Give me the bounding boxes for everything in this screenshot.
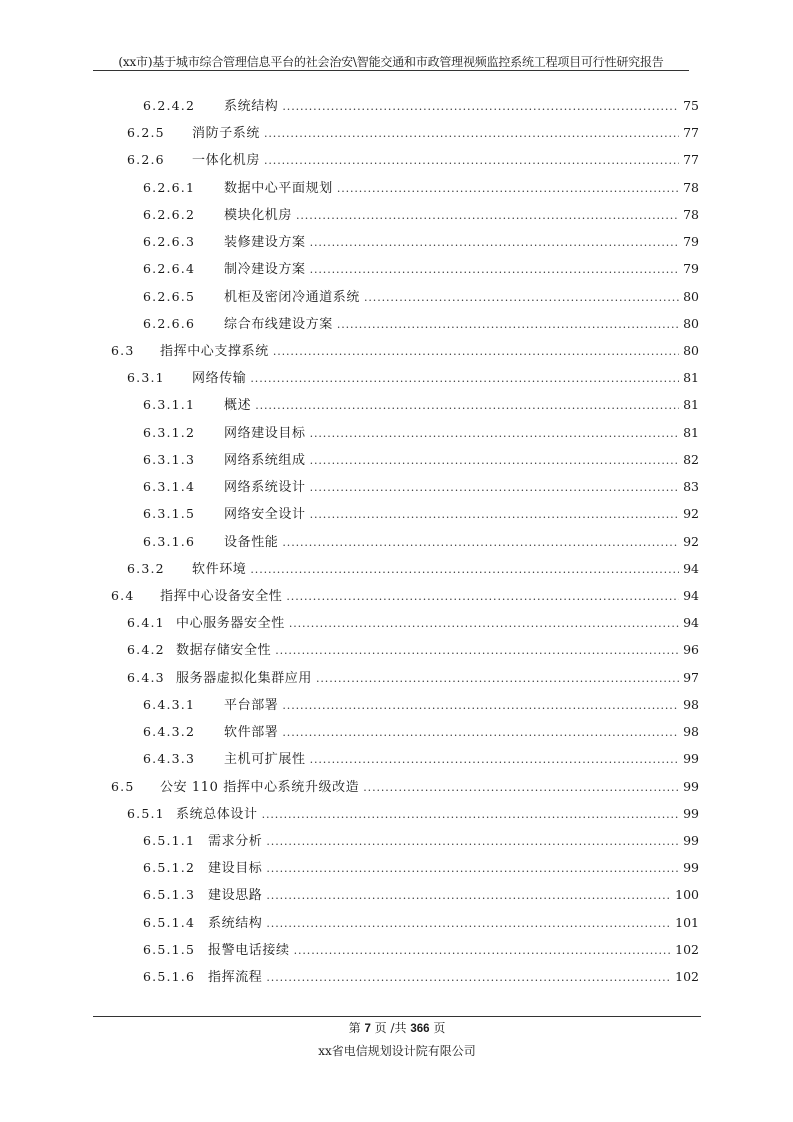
toc-entry-page: 77 — [683, 125, 699, 141]
toc-entry[interactable] — [143, 178, 699, 198]
toc-entry-title: 指挥中心设备安全性 — [160, 588, 283, 604]
toc-entry-leader — [310, 260, 679, 280]
toc-entry-leader — [337, 315, 679, 335]
toc-entry-page: 102 — [675, 941, 699, 957]
toc-entry[interactable] — [143, 450, 699, 470]
toc-entry-title: 主机可扩展性 — [224, 752, 306, 768]
toc-entry-number: 6.3.1.2 — [143, 424, 196, 440]
toc-entry-leader — [316, 669, 679, 689]
toc-entry-leader — [273, 342, 679, 362]
toc-entry[interactable] — [143, 96, 699, 116]
toc-entry-number: 6.2.6.3 — [143, 234, 196, 250]
toc-entry-number: 6.3.1.5 — [143, 506, 196, 522]
toc-entry-page: 102 — [675, 969, 699, 985]
toc-entry-leader — [255, 396, 679, 416]
toc-entry-number: 6.2.6.1 — [143, 179, 196, 195]
toc-entry-page: 97 — [683, 669, 699, 685]
toc-entry-page: 92 — [683, 506, 699, 522]
toc-entry-leader — [250, 560, 679, 580]
toc-entry-title: 综合布线建设方案 — [224, 316, 333, 332]
toc-entry-number: 6.3.1.3 — [143, 451, 196, 467]
toc-entry-title: 软件环境 — [192, 561, 247, 577]
toc-entry-page: 77 — [683, 152, 699, 168]
toc-entry-leader — [363, 778, 679, 798]
page-number-current: 7 — [364, 1023, 371, 1035]
toc-entry[interactable] — [127, 559, 699, 579]
toc-entry-page: 98 — [683, 696, 699, 712]
toc-entry-page: 83 — [683, 479, 699, 495]
toc-entry[interactable] — [127, 640, 699, 660]
toc-entry[interactable] — [111, 777, 699, 797]
toc-entry-number: 6.4.2 — [127, 642, 165, 658]
toc-entry[interactable] — [127, 368, 699, 388]
toc-entry-page: 80 — [683, 288, 699, 304]
toc-entry-page: 92 — [683, 533, 699, 549]
toc-entry[interactable] — [143, 858, 699, 878]
toc-entry-title: 系统结构 — [208, 915, 263, 931]
toc-entry[interactable] — [143, 259, 699, 279]
toc-entry-page: 81 — [683, 397, 699, 413]
toc-entry-title: 模块化机房 — [224, 207, 293, 223]
toc-entry-leader — [337, 179, 679, 199]
toc-entry-page: 79 — [683, 234, 699, 250]
toc-entry-title: 指挥流程 — [208, 970, 263, 986]
toc-entry-title: 服务器虚拟化集群应用 — [176, 670, 313, 686]
toc-entry-leader — [264, 151, 679, 171]
page-number-middle: 页 /共 — [374, 1021, 407, 1035]
toc-entry-leader — [364, 288, 679, 308]
toc-entry-title: 消防子系统 — [192, 126, 261, 142]
toc-entry-page: 94 — [683, 560, 699, 576]
toc-entry-page: 78 — [683, 206, 699, 222]
toc-entry[interactable] — [143, 940, 699, 960]
toc-entry-number: 6.4.3.2 — [143, 724, 196, 740]
toc-entry[interactable] — [143, 477, 699, 497]
toc-entry-title: 一体化机房 — [192, 153, 261, 169]
toc-entry[interactable] — [127, 150, 699, 170]
toc-entry-title: 指挥中心支撑系统 — [160, 343, 269, 359]
toc-entry[interactable] — [143, 287, 699, 307]
toc-entry-leader — [266, 886, 671, 906]
company-name: xx省电信规划设计院有限公司 — [318, 1044, 476, 1058]
toc-entry-title: 建设目标 — [208, 861, 263, 877]
toc-entry-title: 中心服务器安全性 — [176, 616, 285, 632]
toc-entry[interactable] — [111, 341, 699, 361]
toc-entry-number: 6.3.1.4 — [143, 479, 196, 495]
toc-entry-number: 6.4 — [111, 587, 135, 603]
toc-entry-leader — [310, 424, 679, 444]
toc-entry[interactable] — [127, 668, 699, 688]
page-number — [93, 1020, 701, 1037]
toc-entry-page: 96 — [683, 642, 699, 658]
toc-entry-leader — [310, 478, 679, 498]
toc-entry-number: 6.4.3.1 — [143, 696, 196, 712]
toc-entry-page: 94 — [683, 615, 699, 631]
toc-entry[interactable] — [127, 123, 699, 143]
toc-entry[interactable] — [143, 749, 699, 769]
toc-entry[interactable] — [127, 804, 699, 824]
toc-entry-title: 软件部署 — [224, 725, 279, 741]
toc-entry-page: 81 — [683, 424, 699, 440]
toc-entry-title: 装修建设方案 — [224, 235, 306, 251]
toc-entry-page: 75 — [683, 98, 699, 113]
toc-entry[interactable] — [143, 395, 699, 415]
toc-entry-number: 6.2.6.6 — [143, 315, 196, 331]
toc-entry-number: 6.2.4.2 — [143, 98, 196, 113]
toc-entry[interactable] — [143, 205, 699, 225]
toc-entry-leader — [282, 97, 679, 117]
toc-entry-page: 81 — [683, 370, 699, 386]
toc-entry-leader — [266, 914, 671, 934]
toc-entry-leader — [310, 451, 679, 471]
toc-entry-page: 99 — [683, 751, 699, 767]
toc-entry[interactable] — [143, 232, 699, 252]
toc-entry-page: 99 — [683, 805, 699, 821]
page-number-total: 366 — [410, 1023, 430, 1035]
toc-entry-number: 6.5.1.1 — [143, 832, 196, 848]
toc-entry-leader — [266, 859, 679, 879]
toc-entry-title: 系统结构 — [224, 99, 279, 114]
toc-entry-leader — [310, 233, 679, 253]
toc-entry[interactable] — [143, 885, 699, 905]
toc-entry-number: 6.4.3.3 — [143, 751, 196, 767]
toc-entry-leader — [286, 587, 679, 607]
toc-entry-leader — [266, 832, 679, 852]
toc-entry-title: 设备性能 — [224, 534, 279, 550]
toc-entry[interactable] — [143, 532, 699, 552]
toc-entry[interactable] — [143, 722, 699, 742]
header-rule — [93, 70, 689, 71]
toc-entry[interactable] — [143, 504, 699, 524]
toc-entry-title: 网络传输 — [192, 371, 247, 387]
toc-entry-number: 6.2.5 — [127, 125, 165, 141]
toc-entry-leader — [264, 124, 679, 144]
footer-rule — [93, 1016, 701, 1017]
toc-entry-number: 6.5.1.4 — [143, 914, 196, 930]
toc-entry-number: 6.2.6 — [127, 152, 165, 168]
toc-entry-page: 99 — [683, 778, 699, 794]
toc-entry-leader — [296, 206, 679, 226]
toc-entry[interactable] — [143, 314, 699, 334]
toc-entry-number: 6.5.1.6 — [143, 969, 196, 985]
toc-entry-title: 网络建设目标 — [224, 425, 306, 441]
toc-entry[interactable] — [143, 423, 699, 443]
toc-entry-page: 78 — [683, 179, 699, 195]
toc-entry-title: 网络系统设计 — [224, 480, 306, 496]
toc-entry-title: 机柜及密闭冷通道系统 — [224, 289, 361, 305]
toc-entry-page: 99 — [683, 832, 699, 848]
toc-entry-leader — [282, 533, 679, 553]
toc-entry-number: 6.2.6.2 — [143, 206, 196, 222]
toc-entry-title: 系统总体设计 — [176, 806, 258, 822]
toc-entry-title: 网络系统组成 — [224, 452, 306, 468]
toc-entry-page: 82 — [683, 451, 699, 467]
toc-entry-title: 网络安全设计 — [224, 507, 306, 523]
toc-entry-title: 数据存储安全性 — [176, 643, 272, 659]
toc-entry[interactable] — [143, 831, 699, 851]
toc-entry-number: 6.4.1 — [127, 615, 165, 631]
page-number-prefix: 第 — [348, 1021, 361, 1035]
toc-entry-number: 6.3.1.6 — [143, 533, 196, 549]
toc-entry-page: 98 — [683, 724, 699, 740]
toc-entry-number: 6.4.3 — [127, 669, 165, 685]
toc-entry-page: 80 — [683, 315, 699, 331]
toc-entry-page: 101 — [675, 914, 699, 930]
toc-entry-title: 建设思路 — [208, 888, 263, 904]
toc-entry-number: 6.5.1 — [127, 805, 165, 821]
toc-entry-leader — [282, 723, 679, 743]
toc-entry-title: 平台部署 — [224, 697, 279, 713]
toc-entry-title: 制冷建设方案 — [224, 262, 306, 278]
toc-entry-title: 概述 — [224, 398, 252, 414]
toc-entry-title: 数据中心平面规划 — [224, 180, 333, 196]
toc-entry[interactable] — [143, 967, 699, 987]
toc-entry-number: 6.3 — [111, 342, 135, 358]
page-header: (xx市)基于城市综合管理信息平台的社会治安\智能交通和市政管理视频监控系统工程项目可行性研究报告 — [118, 55, 664, 69]
toc-entry-number: 6.3.1.1 — [143, 397, 196, 413]
toc-entry-number: 6.2.6.5 — [143, 288, 196, 304]
toc-entry-leader — [310, 505, 679, 525]
toc-entry-leader — [294, 941, 672, 961]
toc-entry-leader — [289, 614, 679, 634]
toc-entry-number: 6.5.1.5 — [143, 941, 196, 957]
toc-entry-page: 100 — [675, 887, 699, 903]
toc-entry-number: 6.5 — [111, 778, 135, 794]
toc-entry-number: 6.2.6.4 — [143, 261, 196, 277]
toc-entry-title: 需求分析 — [208, 833, 263, 849]
toc-entry-leader — [310, 750, 679, 770]
toc-entry[interactable] — [127, 613, 699, 633]
toc-entry-title: 公安 110 指挥中心系统升级改造 — [160, 779, 360, 795]
toc-entry-leader — [250, 369, 679, 389]
toc-entry-page: 80 — [683, 342, 699, 358]
toc-entry-number: 6.3.1 — [127, 370, 165, 386]
toc-entry-number: 6.5.1.2 — [143, 860, 196, 876]
toc-entry-page: 94 — [683, 587, 699, 603]
page-number-suffix: 页 — [433, 1021, 446, 1035]
toc-entry-number: 6.5.1.3 — [143, 887, 196, 903]
toc-entry[interactable] — [143, 695, 699, 715]
toc-entry[interactable] — [111, 586, 699, 606]
toc-entry-number: 6.3.2 — [127, 560, 165, 576]
toc-entry-page: 79 — [683, 261, 699, 277]
toc-entry-title: 报警电话接续 — [208, 942, 290, 958]
toc-entry-leader — [266, 968, 671, 988]
toc-entry-leader — [262, 805, 679, 825]
toc-entry[interactable] — [143, 913, 699, 933]
toc-entry-page: 99 — [683, 860, 699, 876]
toc-entry-leader — [282, 696, 679, 716]
toc-entry-leader — [275, 641, 679, 661]
